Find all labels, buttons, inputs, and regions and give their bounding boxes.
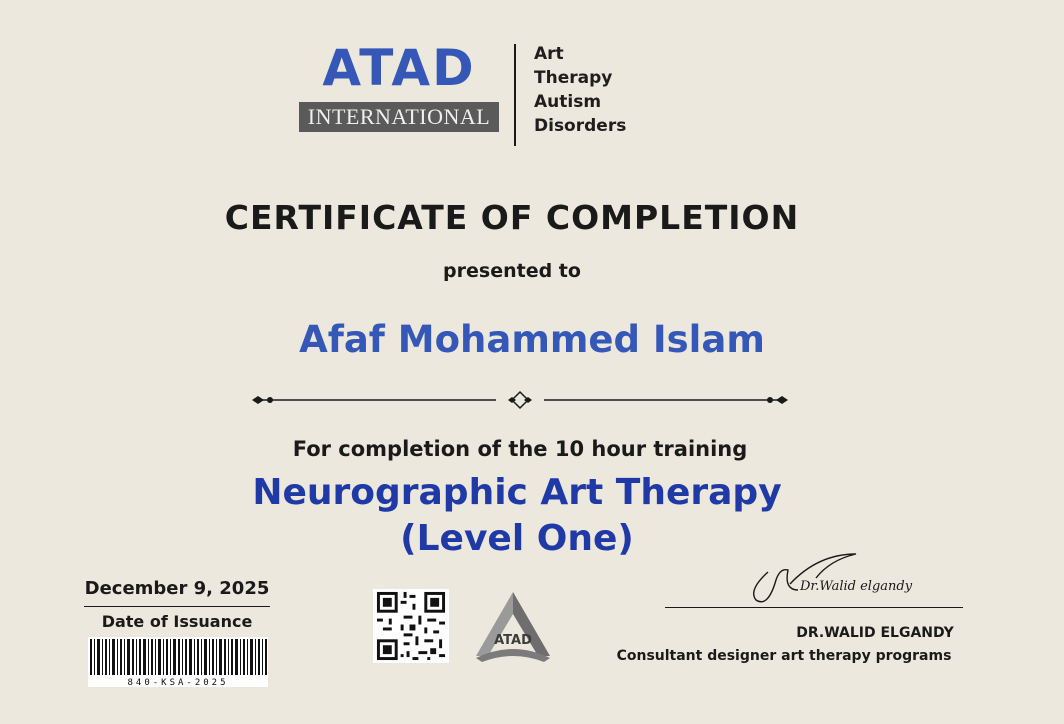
logo-tagline bbox=[534, 42, 626, 138]
barcode-text: 840-KSA-2025 bbox=[127, 678, 229, 688]
ornament-divider bbox=[250, 388, 790, 412]
emblem-text: ATAD bbox=[494, 633, 532, 648]
tagline-line: Autism bbox=[534, 92, 602, 112]
tagline-line: Disorders bbox=[534, 116, 627, 136]
tagline-line: Therapy bbox=[534, 68, 613, 88]
qr-code bbox=[373, 589, 449, 663]
atad-emblem bbox=[468, 588, 558, 663]
logo-divider bbox=[514, 44, 516, 146]
course-level: (Level One) bbox=[400, 518, 634, 559]
completion-text: For completion of the 10 hour training bbox=[292, 437, 748, 461]
issue-label: Date of Issuance bbox=[101, 612, 253, 631]
atad-logo bbox=[299, 40, 499, 132]
signature-line bbox=[665, 607, 963, 608]
signatory-name: DR.WALID ELGANDY bbox=[796, 625, 954, 641]
barcode bbox=[88, 637, 268, 687]
issue-divider bbox=[84, 606, 270, 607]
signatory-role: Consultant designer art therapy programs bbox=[616, 648, 952, 664]
certificate-title: CERTIFICATE OF COMPLETION bbox=[224, 198, 800, 237]
recipient-name: Afaf Mohammed Islam bbox=[299, 318, 765, 361]
logo-subtitle: INTERNATIONAL bbox=[299, 102, 499, 132]
course-title-line: Neurographic Art Therapy bbox=[252, 472, 782, 513]
presented-to: presented to bbox=[443, 260, 581, 282]
signature-text: Dr.Walid elgandy bbox=[800, 579, 913, 594]
signature bbox=[738, 550, 913, 612]
tagline-line: Art bbox=[534, 44, 564, 64]
logo-wordmark: ATAD bbox=[322, 39, 476, 97]
course-title bbox=[0, 470, 1034, 562]
issue-date: December 9, 2025 bbox=[84, 578, 270, 599]
